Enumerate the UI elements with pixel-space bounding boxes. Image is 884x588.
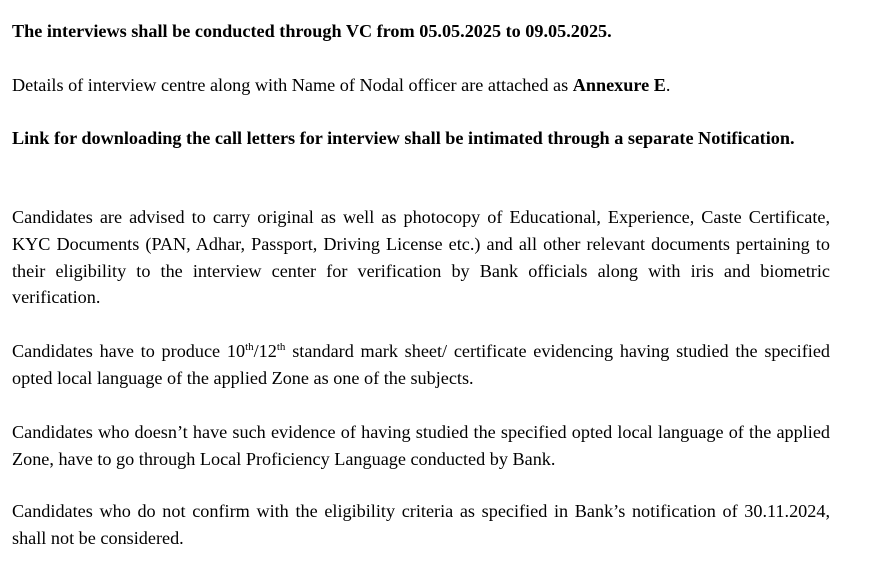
interview-schedule-paragraph bbox=[12, 18, 832, 45]
marksheet-rest: standard mark sheet/ certificate evidencing having studied the specified opted local language of the applied Zone as one of the subjects. bbox=[12, 341, 830, 388]
eligibility-warning-paragraph: Candidates who do not confirm with the eligibility criteria as specified in Bank’s notification of 30.11.2024, shall not be considered. bbox=[12, 501, 830, 548]
interview-schedule-text: The interviews shall be conducted through VC from 05.05.2025 to 09.05.2025. bbox=[12, 21, 612, 41]
marksheet-paragraph bbox=[12, 338, 830, 392]
centre-details-period: . bbox=[665, 75, 671, 95]
marksheet-mid: /12 bbox=[253, 341, 277, 361]
lpt-requirement-paragraph: Candidates who doesn’t have such evidence of having studied the specified opted local language of the applied Zone, have to go through Local Proficiency Language conducted by Bank. bbox=[12, 422, 830, 469]
documents-advice-paragraph: Candidates are advised to carry original as well as photocopy of Educational, Experience, Caste Certificate, KYC Documents (PAN, Adhar, Passport, Driving License etc.) and all other relevant documents pertaining to their eligibility to the interview center for verification by Bank officials along with iris and biometric verification. bbox=[12, 207, 830, 308]
call-letter-notice: Link for downloading the call letters for interview shall be intimated through a separate Notification. bbox=[12, 128, 795, 148]
marksheet-superscript-10th: th bbox=[245, 341, 254, 353]
call-letter-paragraph bbox=[12, 125, 830, 152]
centre-details-paragraph bbox=[12, 72, 832, 99]
annexure-reference: Annexure E bbox=[572, 75, 666, 95]
marksheet-superscript-12th: th bbox=[276, 341, 286, 353]
marksheet-prefix: Candidates have to produce 10 bbox=[12, 341, 246, 361]
centre-details-text: Details of interview centre along with Name of Nodal officer are attached as bbox=[12, 75, 573, 95]
